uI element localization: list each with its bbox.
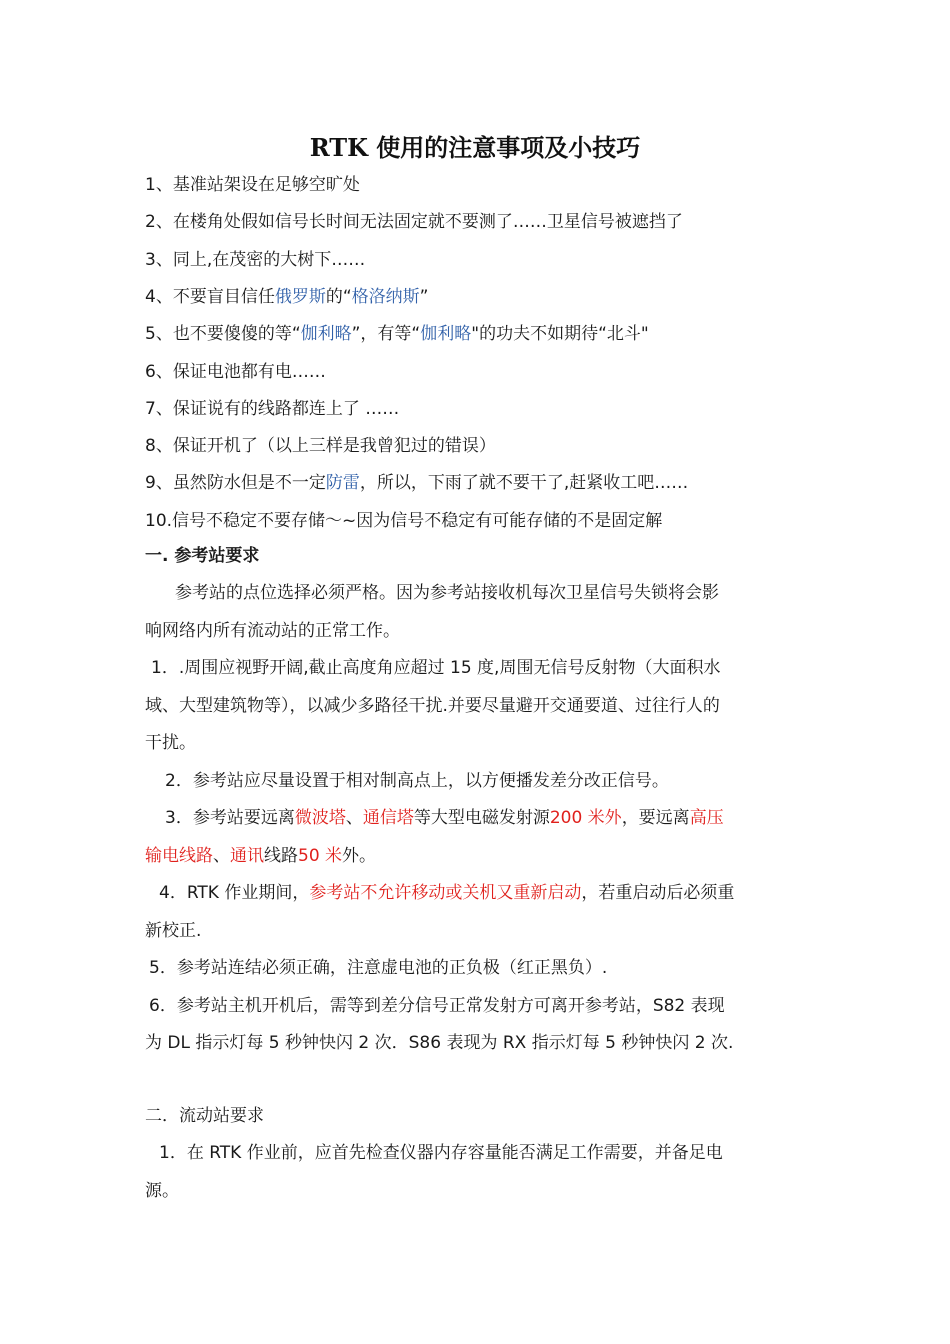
text-run: "的功夫不如期待“北斗" — [471, 324, 649, 345]
text-run: 2．参考站应尽量设置于相对制高点上，以方便播发差分改正信号。 — [165, 770, 669, 791]
text-run: 1．在 RTK 作业前，应首先检查仪器内存容量能否满足工作需要，并备足电 — [159, 1143, 723, 1163]
highlighted-text: 参考站不允许移动或关机又重新启动 — [309, 883, 582, 903]
highlighted-text: 输电线路 — [145, 845, 213, 866]
section1-heading: 一. 参考站要求 — [145, 546, 260, 566]
text-run: 响网络内所有流动站的正常工作。 — [145, 620, 400, 641]
highlighted-text: 微波塔 — [294, 808, 346, 828]
section1-line — [145, 581, 845, 605]
text-run: 7、保证说有的线路都连上了 …… — [145, 398, 400, 419]
text-run: 域、大型建筑物等），以减少多路径干扰.并要尽量避开交通要道、过往行人的 — [145, 695, 720, 716]
text-run: 的“ — [325, 286, 352, 307]
tip-line — [145, 360, 815, 384]
highlighted-text: 俄罗斯 — [274, 286, 326, 307]
text-run: ，所以，下雨了就不要干了,赶紧收工吧…… — [359, 473, 689, 494]
section1-line — [145, 881, 829, 905]
text-run: ，若重启动后必须重 — [581, 883, 735, 903]
highlighted-text: 伽利略 — [300, 324, 352, 345]
text-run: 外。 — [342, 845, 377, 866]
text-run: 、 — [345, 808, 363, 828]
text-run: ，要远离 — [621, 808, 690, 828]
text-run: 等大型电磁发射源 — [413, 808, 550, 828]
text-run: 参考站的点位选择必须严格。因为参考站接收机每次卫星信号失锁将会影 — [175, 583, 719, 603]
section2-heading: 二．流动站要求 — [145, 1106, 264, 1126]
tip-line — [145, 210, 815, 234]
text-run: 8、保证开机了（以上三样是我曾犯过的错误） — [145, 436, 496, 457]
text-run: 为 DL 指示灯每 5 秒钟快闪 2 次．S86 表现为 RX 指示灯每 5 秒钟快闪 2 次. — [145, 1033, 734, 1053]
text-run: 6．参考站主机开机后，需等到差分信号正常发射方可离开参考站，S82 表现 — [149, 995, 725, 1016]
highlighted-text: 通讯 — [230, 845, 264, 866]
tip-line — [145, 471, 815, 495]
text-run: ” — [419, 286, 429, 307]
text-run: 5．参考站连结必须正确，注意虚电池的正负极（红正黑负）. — [149, 958, 608, 978]
section1-line — [145, 1031, 815, 1055]
highlighted-text: 通信塔 — [362, 808, 414, 828]
section2-line — [145, 1179, 815, 1203]
text-run: 4、不要盲目信任 — [145, 286, 275, 307]
section1-line — [145, 619, 815, 643]
text-run: 1、基准站架设在足够空旷处 — [145, 175, 360, 195]
text-run: 9、虽然防水但是不一定 — [145, 473, 326, 494]
section1-line — [145, 919, 815, 943]
text-run: 、 — [213, 845, 230, 866]
tip-line — [145, 173, 815, 197]
section1-line — [145, 844, 815, 868]
text-run: 干扰。 — [145, 733, 196, 753]
highlighted-text: 50 米 — [298, 845, 343, 866]
highlighted-text: 伽利略 — [420, 324, 472, 345]
text-run: 5、也不要傻傻的等“ — [145, 324, 301, 345]
section1-line — [145, 806, 835, 830]
section1-line — [145, 769, 835, 793]
highlighted-text: 格洛纳斯 — [351, 286, 420, 307]
text-run: 2、在楼角处假如信号长时间无法固定就不要测了……卫星信号被遮挡了 — [145, 212, 683, 233]
tip-line — [145, 434, 815, 458]
tip-line — [145, 285, 815, 309]
tip-line — [145, 509, 815, 533]
text-run: 6、保证电池都有电…… — [145, 361, 326, 382]
highlighted-text: 高压 — [689, 808, 724, 828]
text-run: 线路 — [264, 845, 298, 866]
document-title: RTK 使用的注意事项及小技巧 — [309, 133, 641, 162]
text-run: 4．RTK 作业期间， — [159, 883, 310, 903]
section1-line — [145, 994, 819, 1018]
tip-line — [145, 248, 815, 272]
highlighted-text: 防雷 — [325, 473, 360, 494]
text-run: 新校正. — [145, 920, 202, 941]
text-run: 10.信号不稳定不要存储～~因为信号不稳定有可能存储的不是固定解 — [145, 510, 663, 531]
tip-line — [145, 322, 815, 346]
text-run: ”，有等“ — [351, 324, 421, 345]
highlighted-text: 200 米外 — [549, 808, 622, 828]
section2-line — [145, 1141, 829, 1165]
text-run: 3．参考站要远离 — [165, 808, 295, 828]
section1-line — [145, 656, 821, 680]
text-run: 源。 — [145, 1180, 179, 1201]
section1-line — [145, 731, 815, 755]
tip-line — [145, 397, 815, 421]
section1-line — [145, 694, 815, 718]
section1-line — [145, 956, 819, 980]
text-run: 3、同上,在茂密的大树下…… — [145, 249, 366, 270]
text-run: 1．.周围应视野开阔,截止高度角应超过 15 度,周围无信号反射物（大面积水 — [151, 658, 721, 678]
